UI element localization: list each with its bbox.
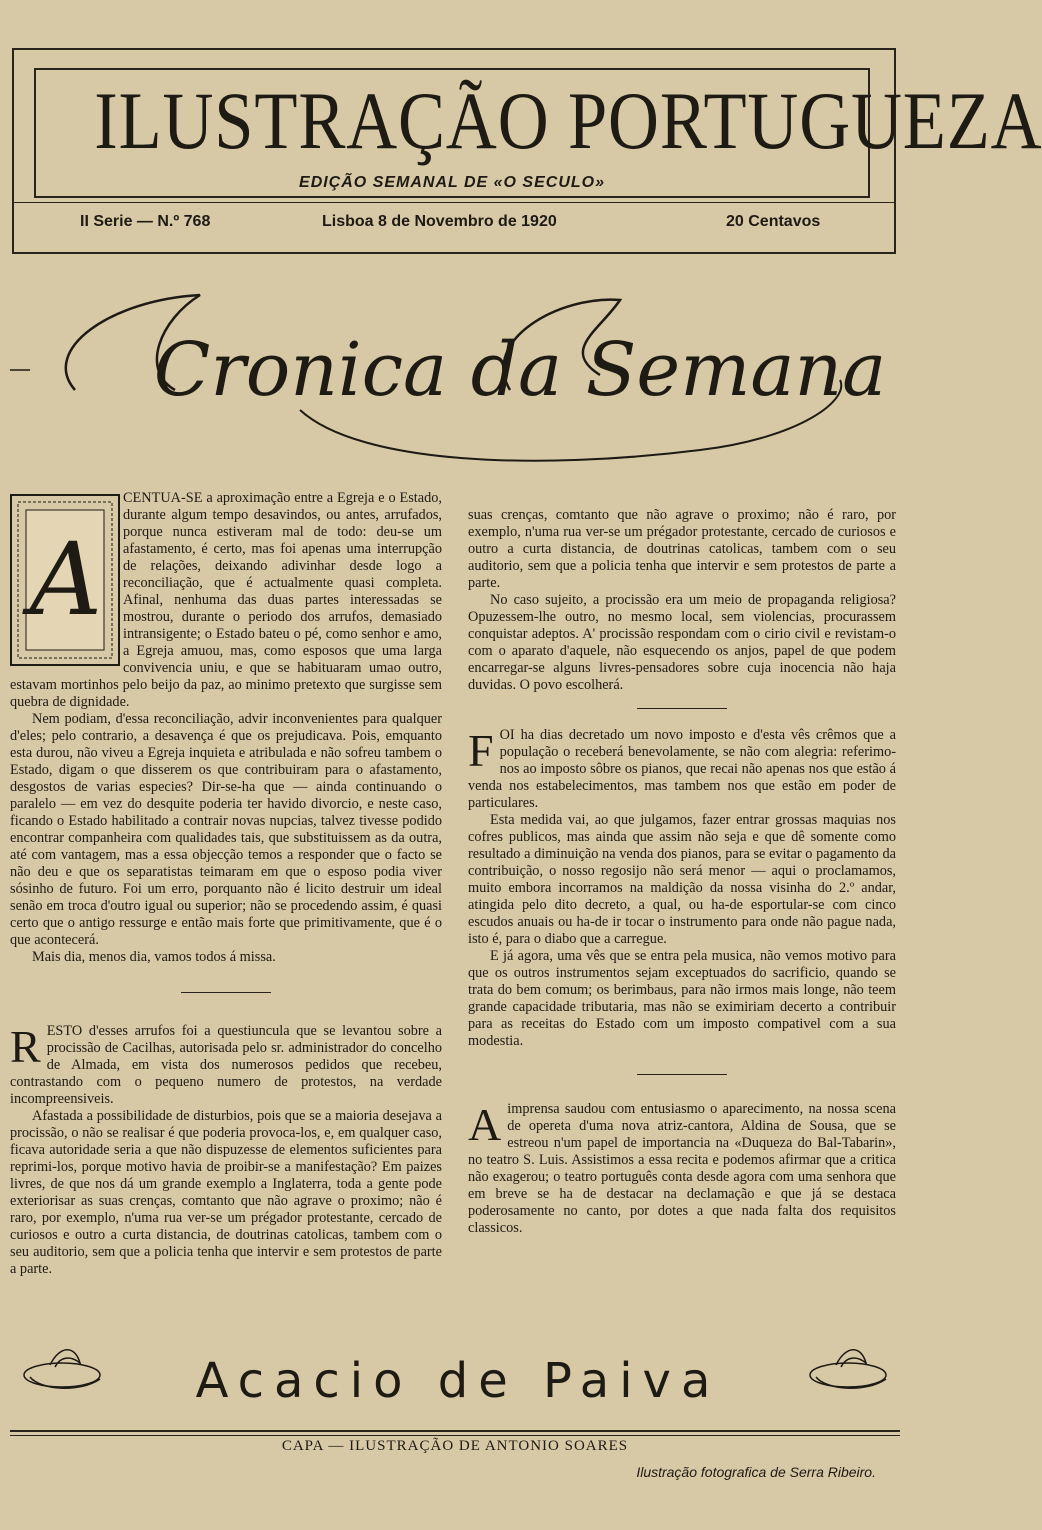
flower-ornament-right	[810, 1350, 886, 1388]
section1-paragraph-1: CENTUA-SE a aproximação entre a Egreja e o Estado, durante algum tempo desavindos, ou antes, arrufados, porque nunca estiveram mal de todo: deu-se um afastamento, é certo, mas foi apenas uma interrupção de relações, deixando adivinhar desde logo a reconciliação, que é actualmente quasi completa. Afinal, nenhuma das duas partes interessadas se mostrou, durante o periodo dos arrufos, demasiado intransigente; o Estado bateu o pé, como senhor e amo, a Egreja amuou, mas, como esposos que uma larga convivencia uniu, e que se habituaram umao outro, estavam mortinhos pelo beijo da paz, ao minimo pretexto que surgisse sem quebra de dignidade.	[10, 490, 442, 710]
issue-price: 20 Centavos	[726, 213, 821, 230]
flower-ornament-left	[24, 1350, 100, 1388]
article-column-right	[468, 490, 896, 1237]
section3-paragraph-2: Esta medida vai, ao que julgamos, fazer entrar grossas maquias nos cofres publicos, mas ainda que assim não seja e que dê somente como resultado a diminuição na venda dos pianos, para se evitar o pagamento da contribuição, o nosso regosijo não será menor — aqui o proclamamos, muito embora incorramos na maldição da nossa visinha do 2.º andar, atingida pelo dito decreto, a qual, ou ha-de esportular-se com cinco escudos anuais ou ha-de ir tocar o instrumento para onde não pague nada, isto é, para o diabo que a carregue.	[468, 812, 896, 947]
dropcap-spacer	[10, 490, 123, 670]
masthead-title-frame	[34, 68, 1042, 198]
issue-dateline: Lisboa 8 de Novembro de 1920	[322, 213, 557, 230]
magazine-title: ILUSTRAÇÃO PORTUGUEZA	[94, 75, 1042, 166]
section4-paragraph-1: imprensa saudou com entusiasmo o aparecimento, na nossa scena de opereta d'uma nova atriz-cantora, Aldina de Sousa, que se estreou n'um papel de importancia na «Duqueza do Bal-Tabarin», no teatro S. Luis. Assistimos a essa recita e podemos afirmar que a critica não exagerou; o teatro português conta desde agora com uma senhora que em breve se ha de destacar na declamação e que já se destaca poderosamente no canto, por dotes a que nada falta dos requisitos classicos.	[468, 1101, 896, 1236]
section3-dropcap: F	[468, 725, 494, 776]
issue-series: II Serie — N.º 768	[80, 213, 211, 230]
cover-caption: CAPA — ILUSTRAÇÃO DE ANTONIO SOARES	[281, 1438, 629, 1454]
section2-paragraph-1: ESTO d'esses arrufos foi a questiuncula que se levantou sobre a procissão de Cacilhas, autorisada pelo sr. administrador do concelho de Almada, em vista dos numerosos pedidos que recebeu, contrastando com o pequeno numero de protestos, na verdade incompreensiveis.	[10, 1023, 442, 1107]
masthead	[12, 48, 1042, 254]
section4-dropcap: A	[468, 1099, 502, 1150]
footer-rule-thin	[10, 1435, 900, 1436]
article-column-left	[10, 490, 442, 1277]
section2-paragraph-2: Afastada a possibilidade de disturbios, pois que se a maioria desejava a procissão, o não se realisar é que poderia provoca-los, e, em qualquer caso, ficava autoridade seria a que não dispuzesse de elementos suficientes para reprimi-los, porque motivo havia de proibir-se a manifestação? Em paizes livres, de que nos dá um grande exemplo a Inglaterra, toda a gente pode exteriorisar as suas crenças, comtanto que não agrave o proximo; não é raro, por exemplo, n'uma rua ver-se um prégador protestante, cercado de curiosos e outro a curta distancia, de doutrinas catolicas, tambem com o seu auditorio, sem que a policia tenha que intervir e sem protestos de parte a parte.	[10, 1108, 442, 1277]
section1-paragraph-3: Mais dia, menos dia, vamos todos á missa.	[32, 949, 276, 965]
section-separator	[181, 992, 271, 993]
dropcap-letter: A	[29, 521, 103, 638]
photo-credit: Ilustração fotografica de Serra Ribeiro.	[636, 1464, 876, 1480]
magazine-subtitle: EDIÇÃO SEMANAL DE «O SECULO»	[299, 174, 605, 191]
section2-paragraph-2-continued	[468, 490, 896, 592]
section-title-heading	[0, 280, 1000, 470]
author-signature: Acacio de Paiva	[195, 1353, 721, 1409]
section3-paragraph-1: OI ha dias decretado um novo imposto e d'esta vês crêmos que a população o receberá benevolamente, se não com alegria: referimo-nos ao imposto sôbre os pianos, que recai não apenas nos que estão á venda nos estabelecimentos, mas tambem nos que estão em poder de particulares.	[468, 727, 896, 811]
masthead-divider	[14, 202, 894, 203]
section-title: Cronica da Semana	[153, 327, 887, 413]
section-separator	[637, 708, 727, 709]
section2-continuation-text: suas crenças, comtanto que não agrave o proximo; não é raro, por exemplo, n'uma rua ver-se um prégador protestante, cercado de curiosos e outro a curta distancia, de doutrinas catolicas, tambem com o seu auditorio, sem que a policia tenha que intervir e sem protestos de parte a parte.	[468, 507, 896, 591]
section2-paragraph-3: No caso sujeito, a procissão era um meio de propaganda religiosa? Opuzessem-lhe outro, no mesmo local, sem violencias, procurassem conquistar adeptos. A' procissão respondam com o cirio civil e revistam-o com o aparato d'aquele, não esquecendo os anjos, papel de que podem encarregar-se alguns livres-pensadores sobre cuja inocencia não haja duvidas. O povo escolherá.	[468, 592, 896, 693]
author-signature-block	[0, 1335, 1000, 1415]
footer-rule-thick	[10, 1430, 900, 1432]
section1-paragraph-2: Nem podiam, d'essa reconciliação, advir inconvenientes para qualquer d'eles; pelo contrario, a desavença é que os prejudicava. Pois, emquanto esta durou, não viveu a Egreja inquieta e atribulada e não sofreu tambem o Estado, digam o que disserem os que contribuiram para o afastamento, desgostos de varias especies? Dir-se-ha que — ainda continuando o paralelo — em vez do desquite poderia ter havido divorcio, e neste caso, ficando o Estado habilitado a contrair novas nupcias, talvez tivesse podido encontrar companheira com qualidades tais, que substituissem as da outra, até com vantagem, mas a essa objecção temos a responder que o facto se não deu e que os separatistas teimaram em que o esposo podia viver sósinho de futuro. Foi um erro, porquanto não é licito destruir um ideal senão em troca d'outro igual ou superior; não se procedendo assim, é quasi certo que o antigo ressurge e então mais forte que primitivamente, que é o que acontecerá.	[10, 711, 442, 948]
section2-dropcap: R	[10, 1021, 41, 1072]
section3-paragraph-3: E já agora, uma vês que se entra pela musica, não vemos motivo para que os outros instrumentos sejam exceptuados do sacrificio, quando se trata do bem comum; os berimbaus, para não irmos mais longe, não teem grande capacidade tributaria, mas não se eximiriam decerto a contribuir para as receitas do Estado com um imposto compativel com a sua modestia.	[468, 948, 896, 1049]
section-separator	[637, 1074, 727, 1075]
